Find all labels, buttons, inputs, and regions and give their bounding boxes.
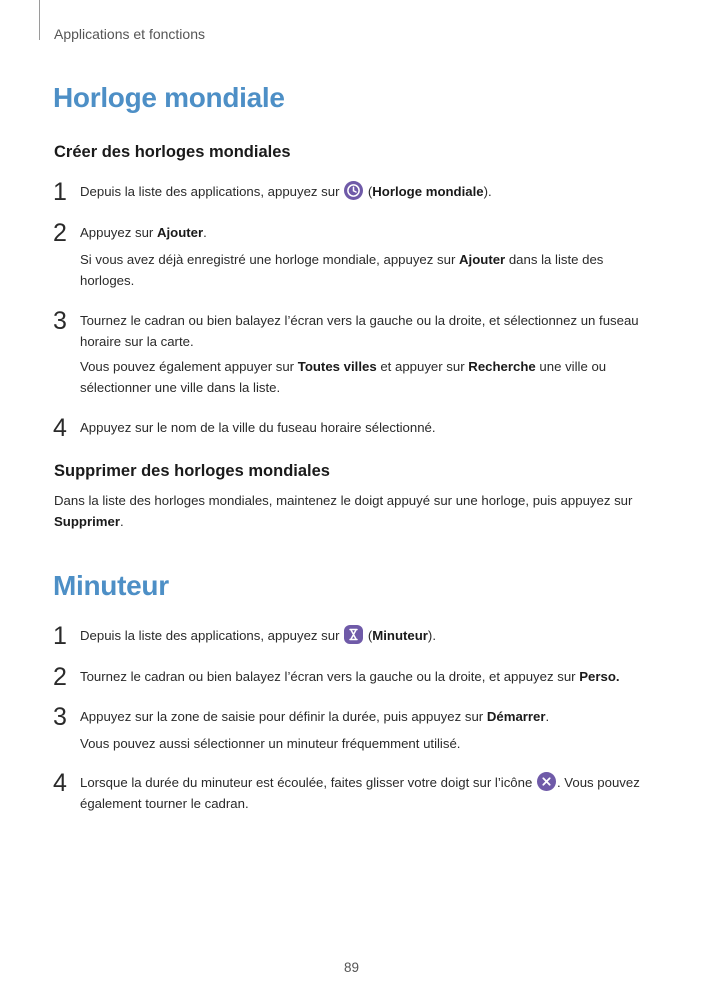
step-text: Tournez le cadran ou bien balayez l’écran vers la gauche ou la droite, et appuyez sur Perso.: [80, 669, 620, 684]
step-text: Appuyez sur le nom de la ville du fuseau horaire sélectionné.: [80, 420, 436, 435]
running-header: Applications et fonctions: [54, 26, 205, 42]
step-text: Appuyez sur la zone de saisie pour définir la durée, puis appuyez sur Démarrer.: [80, 709, 550, 724]
step-number: 2: [53, 663, 67, 691]
step-text: Depuis la liste des applications, appuyez sur (Minuteur).: [80, 625, 645, 646]
step-number: 1: [53, 622, 67, 650]
step-note: Vous pouvez également appuyer sur Toutes villes et appuyer sur Recherche une ville ou sélectionner une ville dans la liste.: [80, 359, 607, 395]
step-text: Tournez le cadran ou bien balayez l’écran vers la gauche ou la droite, et sélectionnez un fuseau horaire sur la carte.: [80, 313, 639, 349]
step-number: 3: [53, 703, 67, 731]
step-number: 3: [53, 307, 67, 335]
page-title-timer: Minuteur: [53, 570, 169, 601]
step-note: Vous pouvez aussi sélectionner un minuteur fréquemment utilisé.: [80, 736, 461, 751]
step-number: 4: [53, 414, 67, 442]
step-number: 1: [53, 178, 67, 206]
step-number: 2: [53, 219, 67, 247]
subheading-create-clocks: Créer des horloges mondiales: [54, 143, 291, 161]
dismiss-icon: [537, 772, 556, 791]
hourglass-icon: [344, 625, 363, 644]
step-text: Lorsque la durée du minuteur est écoulée, faites glisser votre doigt sur l’icône . Vous pouvez également tourner le cadran.: [80, 772, 655, 814]
margin-rule: [39, 0, 40, 40]
step-note: Si vous avez déjà enregistré une horloge mondiale, appuyez sur Ajouter dans la liste des horloges.: [80, 252, 604, 288]
delete-instructions: Dans la liste des horloges mondiales, maintenez le doigt appuyé sur une horloge, puis appuyez sur Supprimer.: [54, 493, 633, 529]
subheading-delete-clocks: Supprimer des horloges mondiales: [54, 462, 330, 480]
page-number: 89: [343, 960, 360, 975]
step-number: 4: [53, 769, 67, 797]
clock-icon: [344, 181, 363, 200]
step-text: Appuyez sur Ajouter.: [80, 225, 207, 240]
page-title-world-clock: Horloge mondiale: [53, 82, 285, 113]
step-text: Depuis la liste des applications, appuyez sur (Horloge mondiale).: [80, 181, 645, 202]
